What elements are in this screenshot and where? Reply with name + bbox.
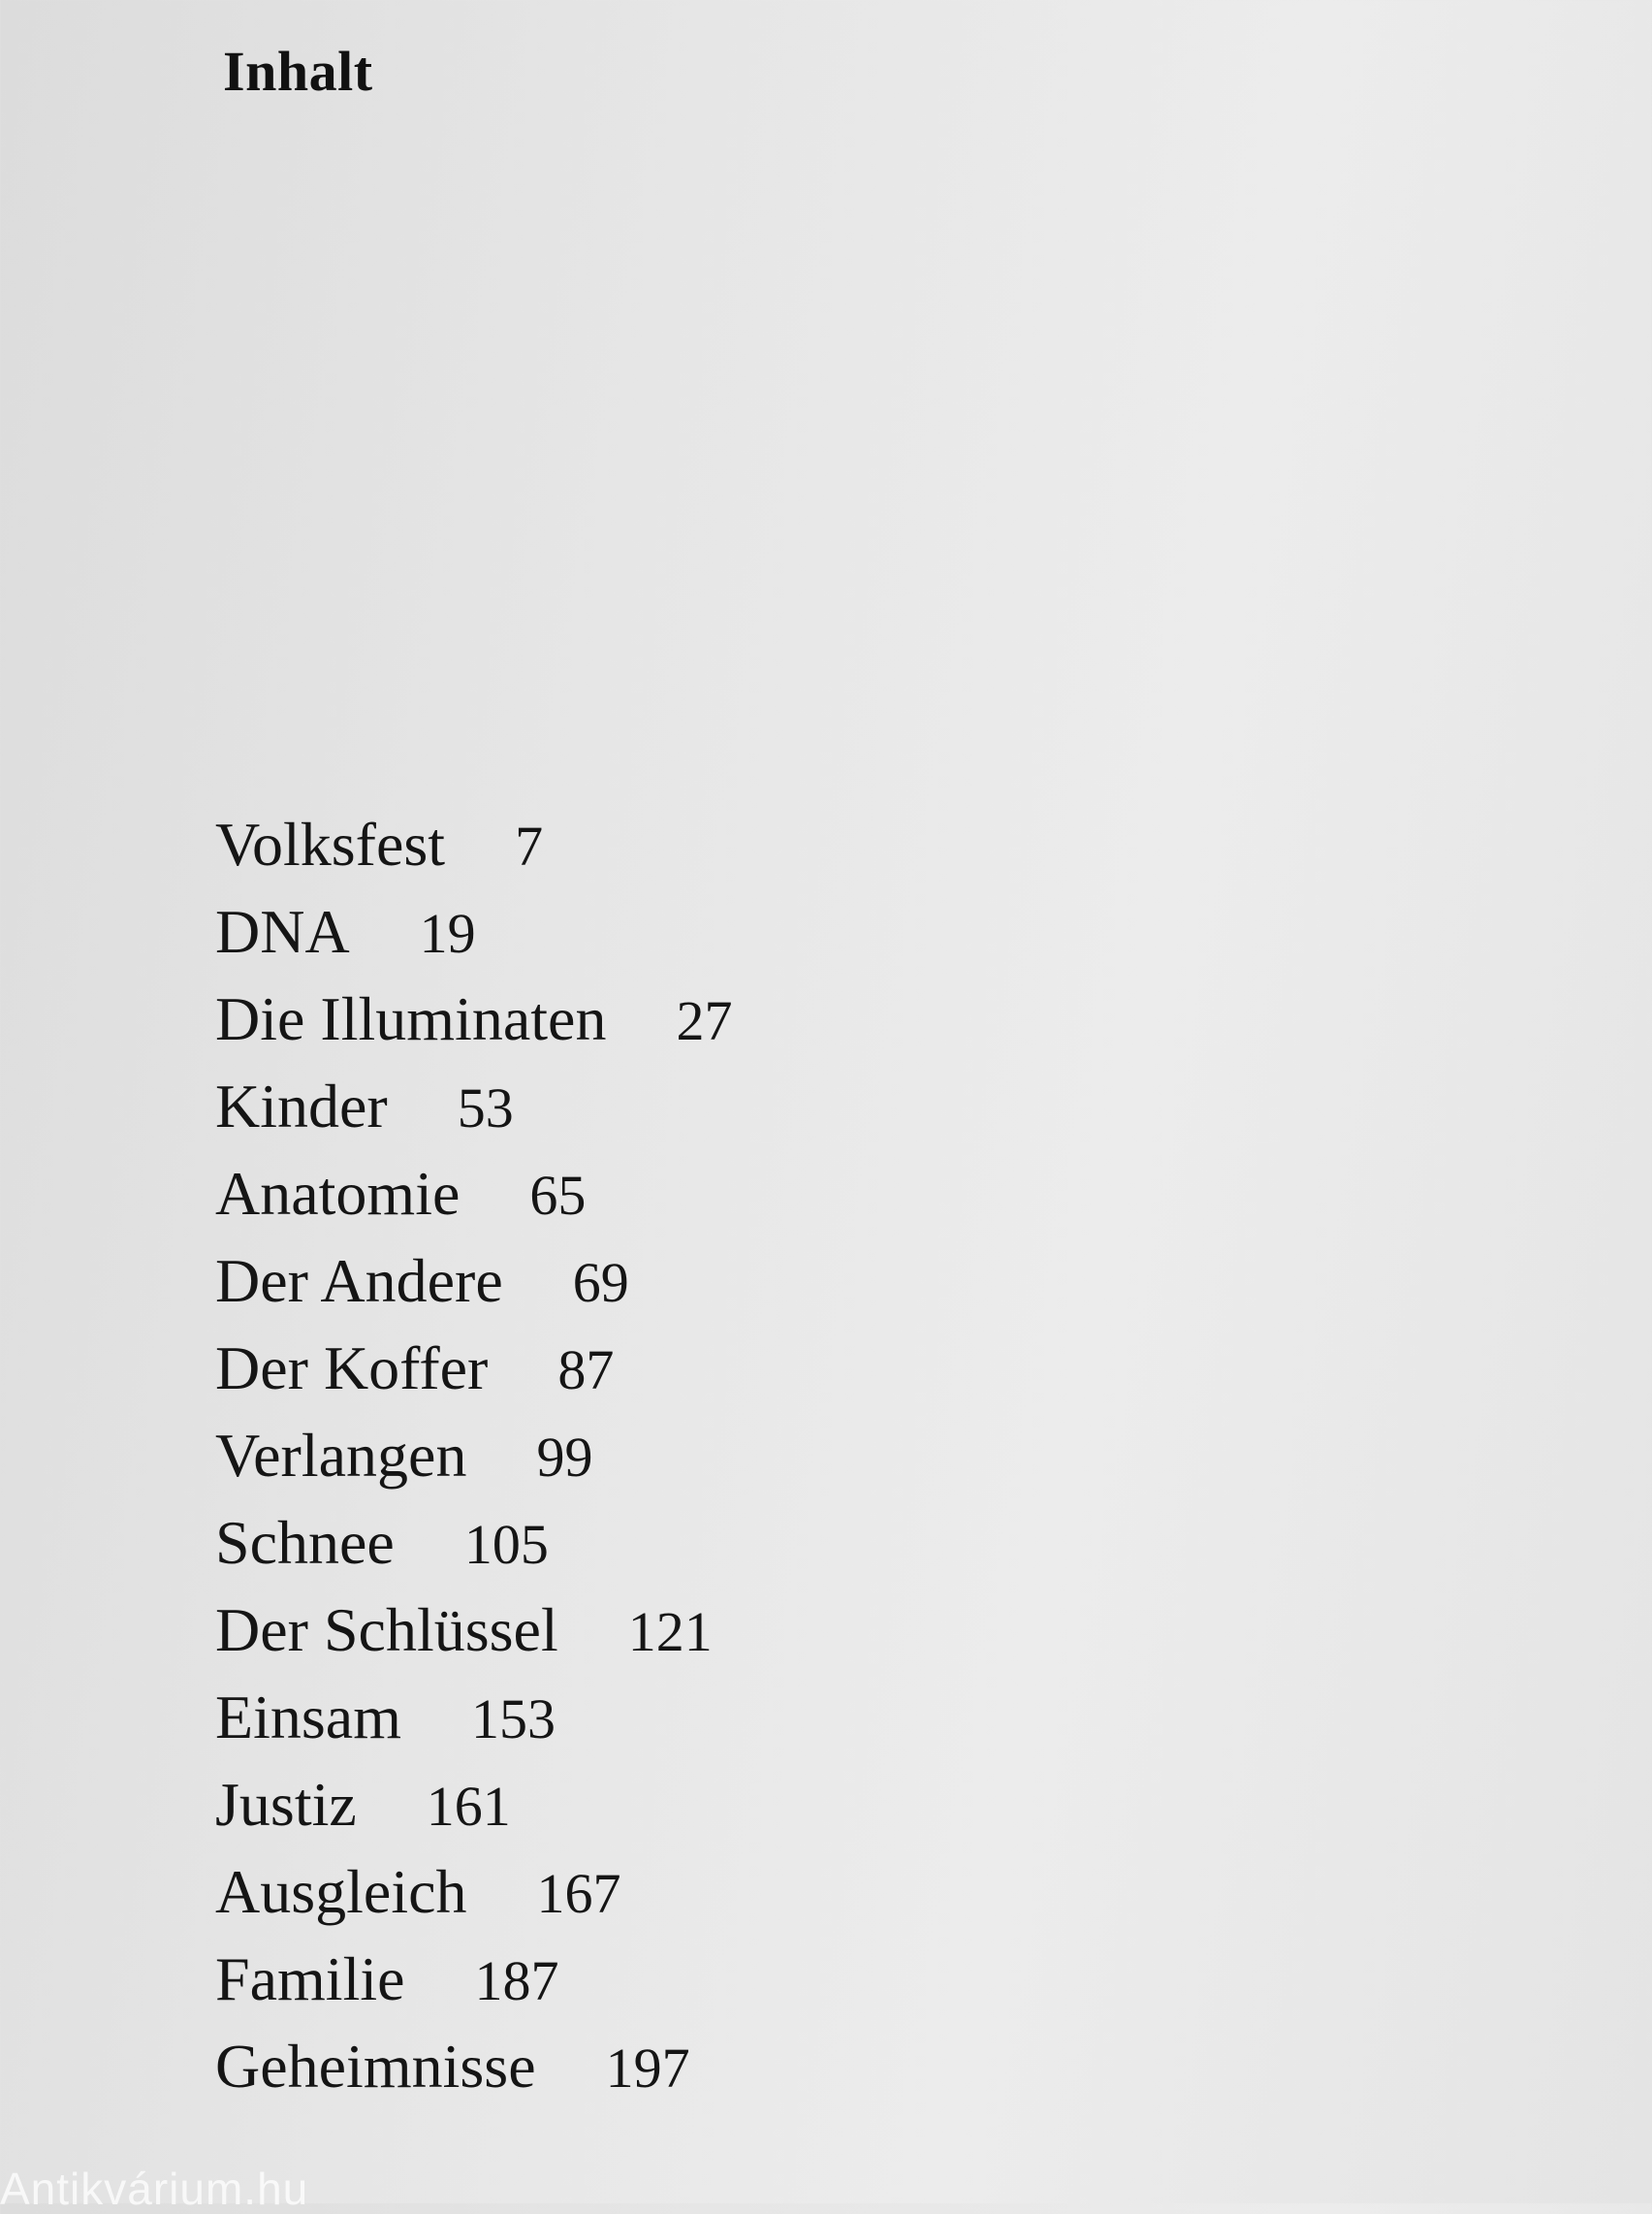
toc-entry-title: Ausgleich	[215, 1857, 467, 1926]
page-title: Inhalt	[223, 40, 373, 103]
toc-entry-page: 167	[536, 1862, 621, 1925]
toc-entry-title: Die Illuminaten	[215, 984, 607, 1053]
toc-entry-page: 19	[419, 902, 476, 965]
toc-entry-page: 65	[529, 1164, 587, 1227]
toc-entry-title: Der Schlüssel	[215, 1595, 558, 1664]
toc-entry-page: 99	[536, 1426, 593, 1489]
toc-entry-page: 53	[457, 1076, 514, 1139]
watermark: Antikvárium.hu	[0, 2164, 309, 2214]
toc-entry-title: Schnee	[215, 1508, 395, 1577]
toc-entry-page: 121	[627, 1600, 713, 1663]
table-of-contents	[215, 801, 1185, 2110]
toc-entry-page: 153	[470, 1687, 556, 1750]
toc-entry-title: DNA	[215, 897, 350, 966]
toc-entry	[215, 1848, 1185, 1936]
toc-entry-page: 7	[515, 815, 544, 878]
toc-entry	[215, 1325, 1185, 1412]
toc-entry-title: Familie	[215, 1944, 405, 2013]
toc-entry-page: 69	[572, 1251, 629, 1314]
toc-entry-page: 197	[605, 2037, 690, 2100]
toc-entry-title: Einsam	[215, 1683, 401, 1751]
toc-entry	[215, 976, 1185, 1063]
toc-entry	[215, 1761, 1185, 1848]
toc-entry	[215, 1150, 1185, 1237]
toc-entry	[215, 1936, 1185, 2023]
toc-entry-title: Justiz	[215, 1770, 357, 1839]
toc-entry-title: Der Andere	[215, 1246, 503, 1315]
toc-entry-title: Anatomie	[215, 1159, 461, 1228]
toc-entry-title: Verlangen	[215, 1421, 467, 1490]
toc-entry	[215, 1412, 1185, 1499]
toc-entry	[215, 1499, 1185, 1587]
toc-entry	[215, 2023, 1185, 2110]
toc-entry-title: Der Koffer	[215, 1333, 489, 1402]
toc-entry	[215, 1587, 1185, 1674]
toc-entry-title: Volksfest	[215, 810, 446, 879]
toc-entry-page: 161	[426, 1775, 511, 1838]
toc-entry-title: Geheimnisse	[215, 2032, 536, 2101]
toc-entry-page: 87	[557, 1338, 615, 1401]
toc-entry-title: Kinder	[215, 1072, 388, 1140]
toc-entry-page: 187	[474, 1949, 559, 2012]
toc-entry-page: 27	[676, 989, 733, 1052]
toc-entry	[215, 1237, 1185, 1325]
toc-entry	[215, 888, 1185, 976]
toc-entry-page: 105	[463, 1513, 549, 1576]
toc-entry	[215, 1674, 1185, 1761]
toc-entry	[215, 1063, 1185, 1150]
toc-entry	[215, 801, 1185, 888]
